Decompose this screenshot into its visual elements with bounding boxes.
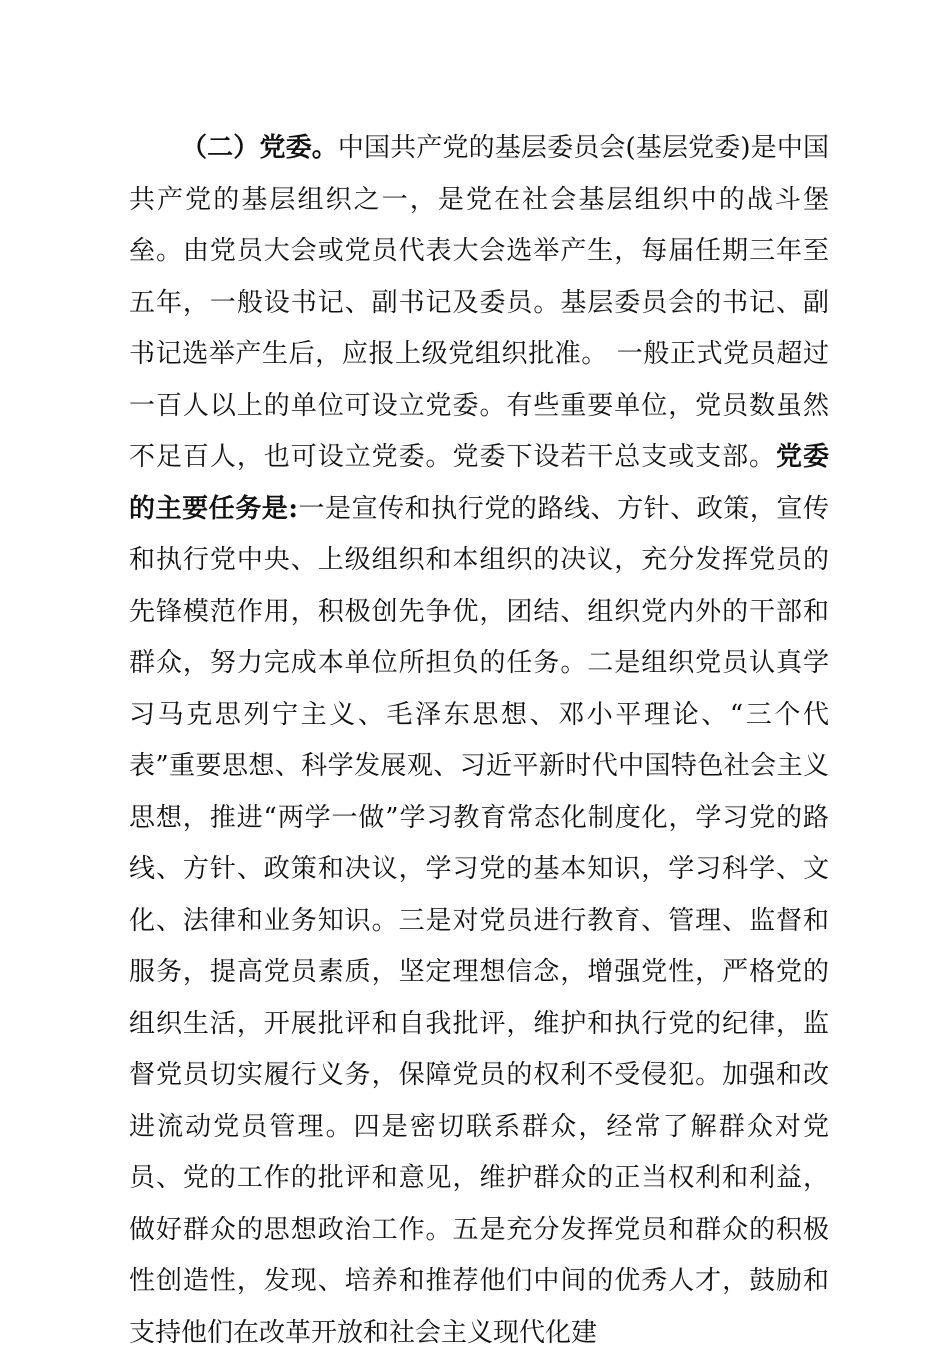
intro-text: 中国共产党的基层委员会(基层党委)是中国共产党的基层组织之一，是党在社会基层组织中的战斗堡垒。由党员大会或党员代表大会选举产生，每届任期三年至五年，一般设书记、副书记及委员。基层委员会的书记、副书记选举产生后，应报上级党组织批准。 一般正式党员超过一百人以上的单位可设立党委。有些重要单位，党员数虽然不足百人，也可设立党委。党委下设若干总支或支部。 xyxy=(129,133,829,472)
tasks-label: 党委的主要任务是: xyxy=(129,442,829,524)
body-paragraph xyxy=(129,123,829,1359)
section-heading: （二）党委。 xyxy=(181,133,338,163)
tasks-text: 一是宣传和执行党的路线、方针、政策，宣传和执行党中央、上级组织和本组织的决议，充分发挥党员的先锋模范作用，积极创先争优，团结、组织党内外的干部和群众，努力完成本单位所担负的任务。二是组织党员认真学习马克思列宁主义、毛泽东思想、邓小平理论、“三个代表”重要思想、科学发展观、习近平新时代中国特色社会主义思想，推进“两学一做”学习教育常态化制度化，学习党的路线、方针、政策和决议，学习党的基本知识，学习科学、文化、法律和业务知识。三是对党员进行教育、管理、监督和服务，提高党员素质，坚定理想信念，增强党性，严格党的组织生活，开展批评和自我批评，维护和执行党的纪律，监督党员切实履行义务，保障党员的权利不受侵犯。加强和改进流动党员管理。四是密切联系群众，经常了解群众对党员、党的工作的批评和意见，维护群众的正当权利和利益，做好群众的思想政治工作。五是充分发挥党员和群众的积极性创造性，发现、培养和推荐他们中间的优秀人才，鼓励和支持他们在改革开放和社会主义现代化建 xyxy=(129,493,829,1348)
